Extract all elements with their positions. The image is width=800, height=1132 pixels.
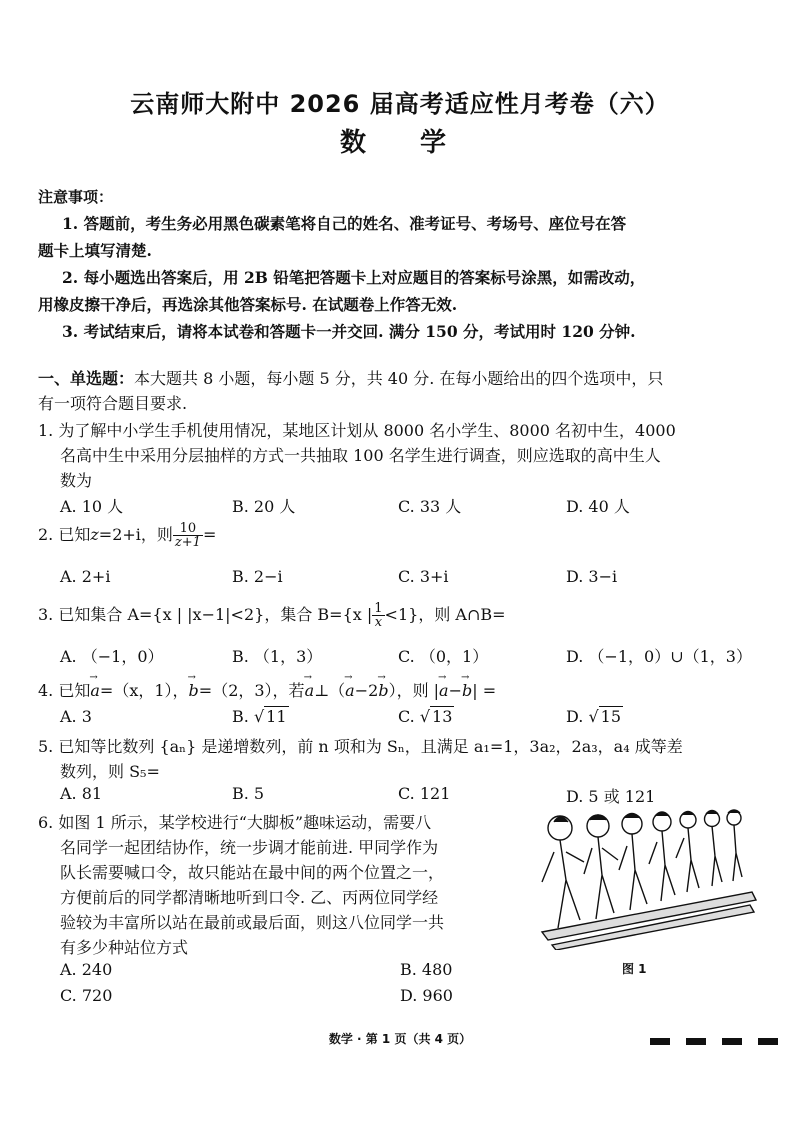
q2-option-a: A. 2+i: [60, 567, 111, 586]
q4-text: =（2，3），若: [198, 681, 305, 700]
q1-option-c: C. 33 人: [398, 497, 462, 516]
q6-option-c: C. 720: [60, 986, 113, 1005]
student-figure: [584, 815, 618, 919]
question-6-line: 有多少种站位方式: [60, 938, 189, 957]
vector-a: → a: [439, 681, 449, 700]
q3-set-close: <1}: [384, 605, 419, 624]
question-1-line: 1. 为了解中小学生手机使用情况，某地区计划从 8000 名小学生、8000 名初中生，4000: [38, 421, 676, 440]
option-letter: D.: [566, 707, 589, 726]
q5-option-b: B. 5: [232, 784, 265, 803]
registration-mark: [722, 1038, 742, 1045]
q4-option-a: A. 3: [60, 707, 92, 726]
student-figure: [542, 816, 584, 928]
q2-option-b: B. 2−i: [232, 567, 283, 586]
section-heading: [38, 366, 663, 389]
q2-suffix: =: [202, 525, 217, 544]
q3-option-a: A. （−1，0）: [60, 647, 164, 666]
q3-option-d: D. （−1，0）∪（1，3）: [566, 647, 752, 666]
q2-numerator: 10: [173, 522, 203, 536]
question-6-line: 名同学一起团结协作，统一步调才能前进. 甲同学作为: [60, 838, 439, 857]
vector-b: → b: [378, 681, 388, 700]
q2-option-d: D. 3−i: [566, 567, 618, 586]
question-3: [38, 602, 506, 629]
student-figure: [727, 810, 742, 881]
q3-text: 3. 已知集合 A={x | |x−1|<2}，集合 B=: [38, 605, 343, 624]
figure-1-illustration: [532, 800, 762, 950]
student-figure: [619, 814, 647, 911]
q2-prefix: 2. 已知: [38, 525, 91, 544]
question-2: [38, 522, 216, 549]
q2-denominator: z+1: [174, 535, 201, 550]
registration-marks: [650, 1030, 794, 1049]
student-figure: [676, 812, 699, 893]
note-line: 3. 考试结束后，请将本试卷和答题卡一并交回. 满分 150 分，考试用时 120 分钟.: [62, 322, 636, 341]
question-1-line: 名高中生中采用分层抽样的方式一共抽取 100 名学生进行调查，则应选取的高中生人: [60, 446, 661, 465]
option-letter: B.: [232, 707, 254, 726]
registration-mark: [758, 1038, 778, 1045]
radicand: 15: [600, 707, 621, 726]
section-label: 一、单选题：: [38, 369, 135, 388]
note-line: 1. 答题前，考生务必用黑色碳素笔将自己的姓名、准考证号、考场号、座位号在答: [62, 214, 627, 233]
q3-denominator: x: [374, 615, 383, 630]
q4-text: ），则 |: [388, 681, 440, 700]
question-5-line: 5. 已知等比数列 {aₙ} 是递增数列，前 n 项和为 Sₙ，且满足 a₁=1，3a₂，2a₃，a₄ 成等差: [38, 737, 683, 756]
q5-option-a: A. 81: [60, 784, 103, 803]
q3-fraction: [372, 602, 384, 629]
q1-option-a: A. 10 人: [60, 497, 124, 516]
q4-option-d: [566, 707, 623, 726]
option-letter: C.: [398, 707, 420, 726]
q4-text: −2: [354, 681, 379, 700]
sqrt-expression: √ 15: [588, 707, 621, 726]
q3-text-end: ，则 A∩B=: [418, 605, 506, 624]
notes-heading: 注意事项：: [38, 188, 114, 206]
question-6-line: 队长需要喊口令，故只能站在最中间的两个位置之一，: [60, 863, 445, 882]
q4-prefix: 4. 已知: [38, 681, 91, 700]
q4-text: =（x，1），: [99, 681, 189, 700]
question-6-line: 验较为丰富所以站在最前或最后面，则这八位同学一共: [60, 913, 445, 932]
radicand: 11: [266, 707, 287, 726]
note-line: 2. 每小题选出答案后，用 2B 铅笔把答题卡上对应题目的答案标号涂黑，如需改动，: [62, 268, 646, 287]
student-figure: [705, 811, 723, 887]
q2-option-c: C. 3+i: [398, 567, 449, 586]
vector-a: → a: [345, 681, 355, 700]
q6-option-d: D. 960: [400, 986, 453, 1005]
figure-caption: 图 1: [622, 962, 647, 976]
radicand: 13: [432, 707, 453, 726]
section-description: 本大题共 8 小题，每小题 5 分，共 40 分. 在每小题给出的四个选项中，只: [134, 369, 664, 388]
question-6-line: 6. 如图 1 所示，某学校进行“大脚板”趣味运动，需要八: [38, 813, 432, 832]
q5-option-d: D. 5 或 121: [566, 787, 656, 806]
exam-title: 云南师大附中 2026 届高考适应性月考卷（六）: [130, 90, 670, 118]
student-figure: [649, 812, 675, 901]
q4-text: −: [448, 681, 462, 700]
page-footer: 数学 · 第 1 页（共 4 页）: [328, 1032, 472, 1046]
q2-variable: z: [90, 525, 99, 544]
q5-option-c: C. 121: [398, 784, 451, 803]
q1-option-b: B. 20 人: [232, 497, 296, 516]
q6-option-b: B. 480: [400, 960, 453, 979]
vector-a: → a: [90, 681, 100, 700]
q2-equation: =2+i，则: [98, 525, 173, 544]
q6-option-a: A. 240: [60, 960, 113, 979]
q3-option-c: C. （0，1）: [398, 647, 489, 666]
sqrt-expression: √ 13: [419, 707, 453, 726]
vector-b: → b: [462, 681, 472, 700]
sqrt-expression: √ 11: [253, 707, 287, 726]
question-6-line: 方便前后的同学都清晰地听到口令. 乙、丙两位同学经: [60, 888, 439, 907]
registration-mark: [650, 1038, 670, 1045]
question-4: [38, 678, 496, 701]
q3-numerator: 1: [374, 601, 383, 616]
vector-b: → b: [189, 681, 199, 700]
q2-fraction: [173, 522, 203, 549]
note-line: 题卡上填写清楚.: [38, 241, 152, 260]
q1-option-d: D. 40 人: [566, 497, 630, 516]
q4-option-b: [232, 707, 289, 726]
registration-mark: [686, 1038, 706, 1045]
vector-a: → a: [305, 681, 315, 700]
note-line: 用橡皮擦干净后，再选涂其他答案标号. 在试题卷上作答无效.: [38, 295, 458, 314]
q4-text: | =: [472, 681, 497, 700]
q4-option-c: [398, 707, 454, 726]
section-description-2: 有一项符合题目要求.: [38, 394, 188, 413]
question-5-line: 数列，则 S₅=: [60, 762, 160, 781]
subject-title: 数 学: [339, 128, 460, 158]
q4-text: ⊥（: [314, 681, 346, 700]
question-1-line: 数为: [60, 471, 93, 490]
q3-set-open: {x |: [342, 605, 373, 624]
q3-option-b: B. （1，3）: [232, 647, 323, 666]
